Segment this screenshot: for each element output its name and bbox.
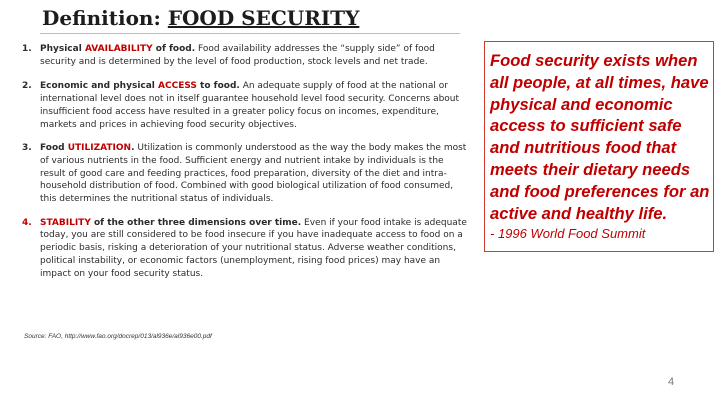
lead-text: of the other three dimensions over time.	[90, 217, 302, 228]
item-lead	[40, 218, 301, 228]
list-item	[22, 217, 470, 281]
item-number: 3.	[22, 143, 32, 154]
dimension-keyword: UTILIZATION	[67, 143, 132, 154]
dimension-keyword: AVAILABILITY	[84, 44, 153, 54]
lead-text: .	[131, 143, 135, 154]
quote-attribution: - 1996 World Food Summit	[490, 226, 646, 242]
item-body: Even if your food intake is adequate today, you are still considered to be food insecure if you have inadequate access to food on a periodic basis, risking a deterioration of your nutritional status. Adverse weather conditions, political instability, or economic factors (unemployment, rising food prices) may have an impact on your food security status.	[40, 217, 467, 279]
lead-text: Food	[40, 143, 68, 154]
lead-text: Physical	[40, 44, 85, 54]
item-body: Utilization is commonly understood as the way the body makes the most of various nutrients in the food. Sufficient energy and nutrient intake by individuals is the result of good care and feeding practices, food preparation, diversity of the diet and intra-household distribution of food. Combined with good biological utilization of food consumed, this determines the nutritional status of individuals.	[40, 143, 467, 205]
item-number: 2.	[22, 81, 32, 92]
definition-list	[22, 43, 470, 280]
title-topic: FOOD SECURITY	[167, 6, 360, 30]
item-lead	[40, 44, 195, 54]
item-lead	[40, 143, 135, 153]
source-citation: Source: FAO, http://www.fao.org/docrep/013/al936e/al936e00.pdf	[24, 333, 212, 340]
page-title	[42, 6, 359, 30]
item-number: 1.	[22, 44, 32, 54]
dimension-keyword: ACCESS	[158, 81, 197, 92]
item-number: 4.	[22, 217, 32, 228]
page-number: 4	[668, 376, 675, 388]
lead-text: to food.	[196, 81, 240, 92]
lead-text: Economic and physical	[40, 81, 159, 92]
dimension-keyword: STABILITY	[40, 217, 91, 228]
item-lead	[40, 81, 240, 91]
list-item	[22, 142, 470, 206]
list-item	[22, 43, 470, 68]
item-body: Food availability addresses the “supply side” of food security and is determined by the level of food production, stock levels and net trade.	[40, 44, 435, 67]
definition-quote-box	[484, 41, 714, 252]
lead-text: of food.	[152, 44, 196, 54]
list-item	[22, 80, 470, 131]
title-prefix: Definition:	[42, 6, 168, 30]
quote-text: Food security exists when all people, at all times, have physical and economic access to sufficient safe and nutritious food that meets their dietary needs and food preferences for an active and healthy life.	[490, 51, 710, 223]
item-body: An adequate supply of food at the national or international level does not in itself guarantee household level food security. Concerns about insufficient food access have resulted in a greater policy focus on incomes, expenditure, markets and prices in achieving food security objectives.	[40, 81, 460, 130]
title-underline-rule	[40, 33, 460, 34]
